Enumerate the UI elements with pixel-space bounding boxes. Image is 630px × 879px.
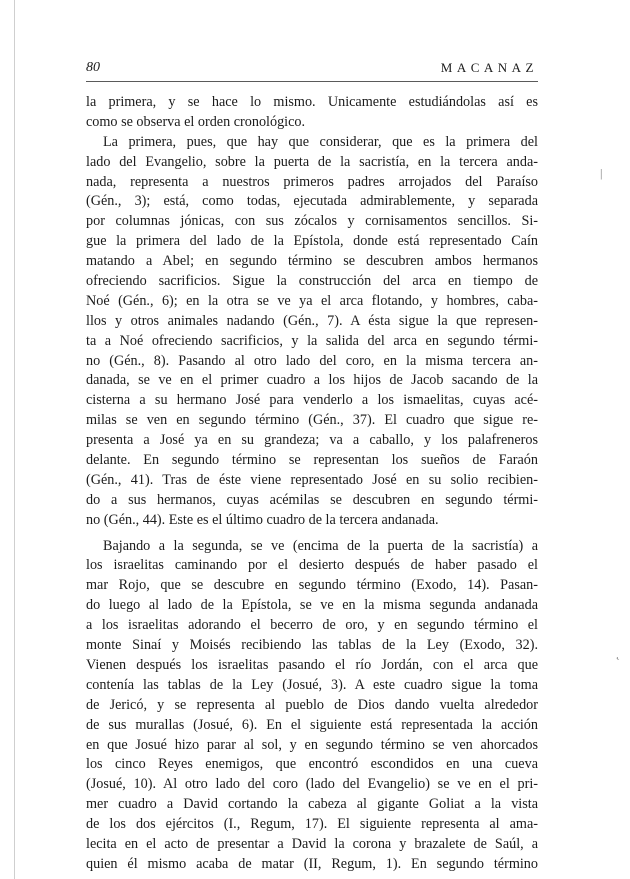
text-line: por columnas jónicas, con sus zócalos y cornisamentos sencillos. Si- <box>86 213 538 230</box>
text-line: de sus murallas (Josué, 6). En el siguiente está representada la acción <box>86 716 538 733</box>
text-line: gue la primera del lado de la Epístola, donde está representado Caín <box>86 233 538 250</box>
text-line: como se observa el orden cronológico. <box>86 113 306 130</box>
running-title: MACANAZ <box>440 60 538 75</box>
text-line: monte Sinaí y Moisés recibiendo las tablas de la Ley (Exodo, 32). <box>86 637 538 654</box>
text-line: quien él mismo acaba de matar (II, Regum, 1). En segundo término <box>86 855 538 872</box>
text-line: (Gén., 41). Tras de éste viene representado José en su solio recibien- <box>86 471 538 488</box>
text-line: la primera, y se hace lo mismo. Unicamente estudiándolas así es <box>86 94 538 110</box>
text-line: no (Gén., 8). Pasando al otro lado del coro, en la misma tercera an- <box>86 352 538 369</box>
text-line: mer cuadro a David cortando la cabeza al gigante Goliat a la vista <box>86 796 538 813</box>
text-line: ta a Noé ofreciendo sacrificios, y la salida del arca en segundo térmi- <box>86 332 538 349</box>
page-number: 80 <box>86 60 100 75</box>
text-line: lado del Evangelio, sobre la puerta de la sacristía, en la tercera anda- <box>86 153 538 170</box>
text-line: de Jericó, y se representa al pueblo de Dios dando vuelta alrededor <box>86 696 538 713</box>
page-header <box>86 60 538 80</box>
text-line: lecita en el acto de presentar a David la corona y brazalete de Saúl, a <box>86 835 538 852</box>
text-line: matando a Abel; en segundo término se descubren ambos hermanos <box>86 253 538 270</box>
text-line: en que Josué hizo parar al sol, y en segundo término se ven ahorcados <box>86 736 538 753</box>
header-rule <box>86 81 538 82</box>
margin-mark: | <box>600 166 603 180</box>
margin-mark: ˛ <box>616 646 620 660</box>
text-line: los israelitas caminando por el desierto después de haber pasado el <box>86 557 538 574</box>
text-line: (Gén., 3); está, como todas, ejecutada admirablemente, y separada <box>86 193 538 210</box>
text-line: delante. En segundo término se representan los sueños de Faraón <box>86 452 538 469</box>
text-line: de los dos ejércitos (I., Regum, 17). El siguiente representa al ama- <box>86 816 538 833</box>
text-line: contenía las tablas de la Ley (Josué, 3). A este cuadro sigue la toma <box>86 676 538 693</box>
text-line: La primera, pues, que hay que considerar, que es la primera del <box>103 133 538 150</box>
text-line: do luego al lado de la Epístola, se ve en la misma segunda andanada <box>86 597 538 614</box>
text-line: danada, se ve en el primer cuadro a los hijos de Jacob sacando de la <box>86 372 538 389</box>
text-line: cisterna a su hermano José para venderlo a los ismaelitas, cuyas acé- <box>86 392 538 409</box>
text-line: no (Gén., 44). Este es el último cuadro de la tercera andanada. <box>86 511 439 528</box>
text-line: nada, representa a nuestros primeros padres arrojados del Paraíso <box>86 173 538 190</box>
text-line: (Josué, 10). Al otro lado del coro (lado del Evangelio) se ve en el pri- <box>86 776 538 793</box>
text-line: a los israelitas adorando el becerro de oro, y en segundo término el <box>86 617 538 634</box>
text-line: mar Rojo, que se descubre en segundo término (Exodo, 14). Pasan- <box>86 577 538 594</box>
text-line: do a sus hermanos, cuyas acémilas se descubren en segundo térmi- <box>86 491 538 508</box>
body-text <box>86 93 538 875</box>
text-line: Bajando a la segunda, se ve (encima de la puerta de la sacristía) a <box>103 537 538 554</box>
page-edge-shadow <box>14 0 15 879</box>
text-line: presenta a José ya en su grandeza; va a caballo, y los palafreneros <box>86 432 538 449</box>
text-line: milas se ven en segundo término (Gén., 37). El cuadro que sigue re- <box>86 412 538 429</box>
text-line: llos y otros animales nadando (Gén., 7). A ésta sigue la que represen- <box>86 312 538 329</box>
text-line: los cinco Reyes enemigos, que encontró escondidos en una cueva <box>86 756 538 773</box>
text-line: Noé (Gén., 6); en la otra se ve ya el arca flotando, y hombres, caba- <box>86 292 538 309</box>
text-line: Vienen después los israelitas pasando el río Jordán, con el arca que <box>86 656 538 673</box>
text-line: ofreciendo sacrificios. Sigue la construcción del arca en tiempo de <box>86 273 538 290</box>
